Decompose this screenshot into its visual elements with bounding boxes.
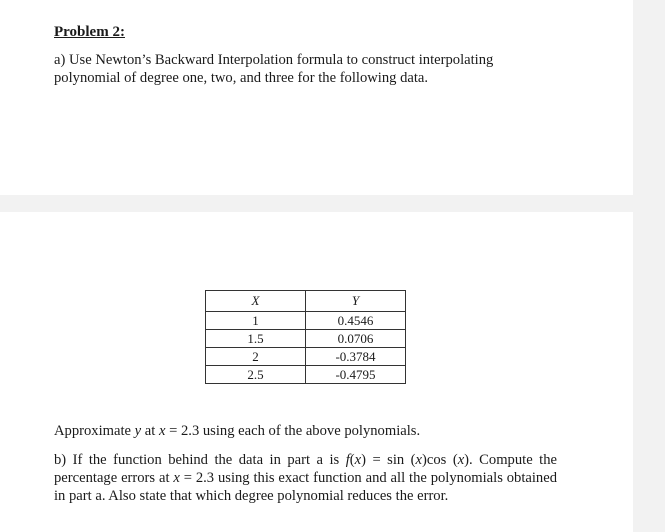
data-table: [205, 290, 406, 384]
table-header-row: [206, 291, 406, 312]
problem-heading: Problem 2:: [54, 24, 125, 40]
table-row: [206, 330, 406, 348]
cell-y: -0.3784: [306, 348, 406, 366]
cell-x: 1.5: [206, 330, 306, 348]
cell-y: 0.0706: [306, 330, 406, 348]
table-row: [206, 366, 406, 384]
cell-x: 2.5: [206, 366, 306, 384]
cell-x: 1: [206, 312, 306, 330]
page-break-gap: [0, 195, 665, 212]
table-row: [206, 348, 406, 366]
cell-y: -0.4795: [306, 366, 406, 384]
part-a-line2: polynomial of degree one, two, and three for the following data.: [54, 70, 429, 86]
table-row: [206, 312, 406, 330]
part-a-text: [54, 51, 557, 87]
part-b-text: b) If the function behind the data in part a is f(x) = sin (x)cos (x). Compute the percentage errors at x = 2.3 using this exact function and all the polynomials obtained in part a. Also state that which degree polynomial reduces the error.: [54, 452, 557, 504]
column-header-x: X: [206, 291, 306, 312]
viewer-side-gutter: [633, 0, 665, 532]
column-header-y: Y: [306, 291, 406, 312]
cell-x: 2: [206, 348, 306, 366]
cell-y: 0.4546: [306, 312, 406, 330]
approximate-instruction: Approximate y at x = 2.3 using each of the above polynomials.: [54, 423, 421, 439]
part-a-line1: a) Use Newton’s Backward Interpolation formula to construct interpolating: [54, 52, 494, 68]
